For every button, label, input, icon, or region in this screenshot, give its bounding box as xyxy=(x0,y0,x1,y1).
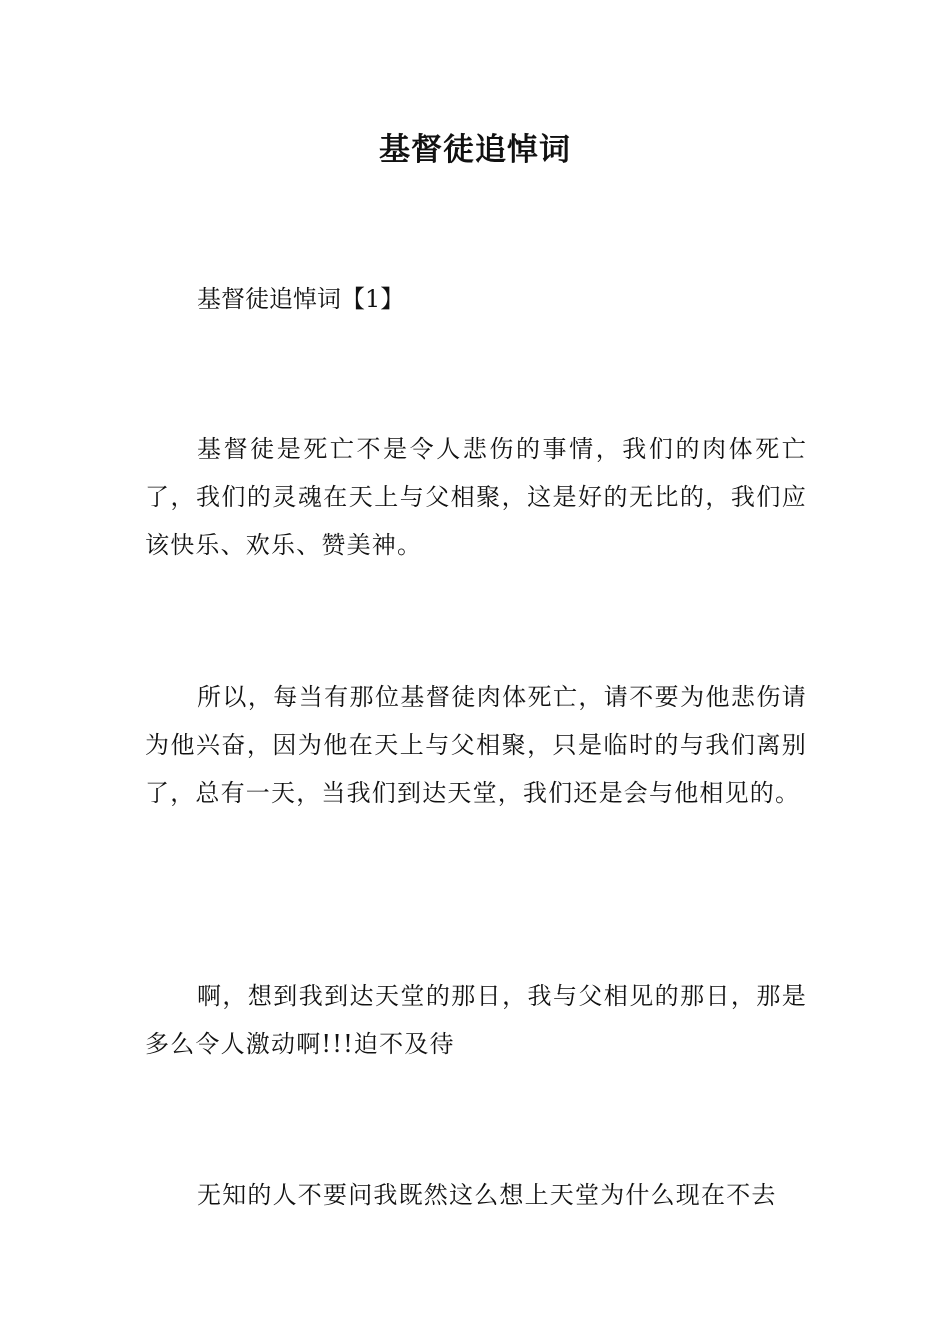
section-heading: 基督徒追悼词【1】 xyxy=(197,285,405,313)
paragraph-3: 啊，想到我到达天堂的那日，我与父相见的那日，那是多么令人激动啊!!!迫不及待 xyxy=(145,982,807,1058)
paragraph-1: 基督徒是死亡不是令人悲伤的事情，我们的肉体死亡了，我们的灵魂在天上与父相聚，这是好的无比的，我们应该快乐、欢乐、赞美神。 xyxy=(145,435,807,559)
paragraph-2: 所以，每当有那位基督徒肉体死亡，请不要为他悲伤请为他兴奋，因为他在天上与父相聚，只是临时的与我们离别了，总有一天，当我们到达天堂，我们还是会与他相见的。 xyxy=(145,683,807,807)
page-title: 基督徒追悼词 xyxy=(379,132,571,168)
paragraph-4: 无知的人不要问我既然这么想上天堂为什么现在不去 xyxy=(197,1181,777,1209)
